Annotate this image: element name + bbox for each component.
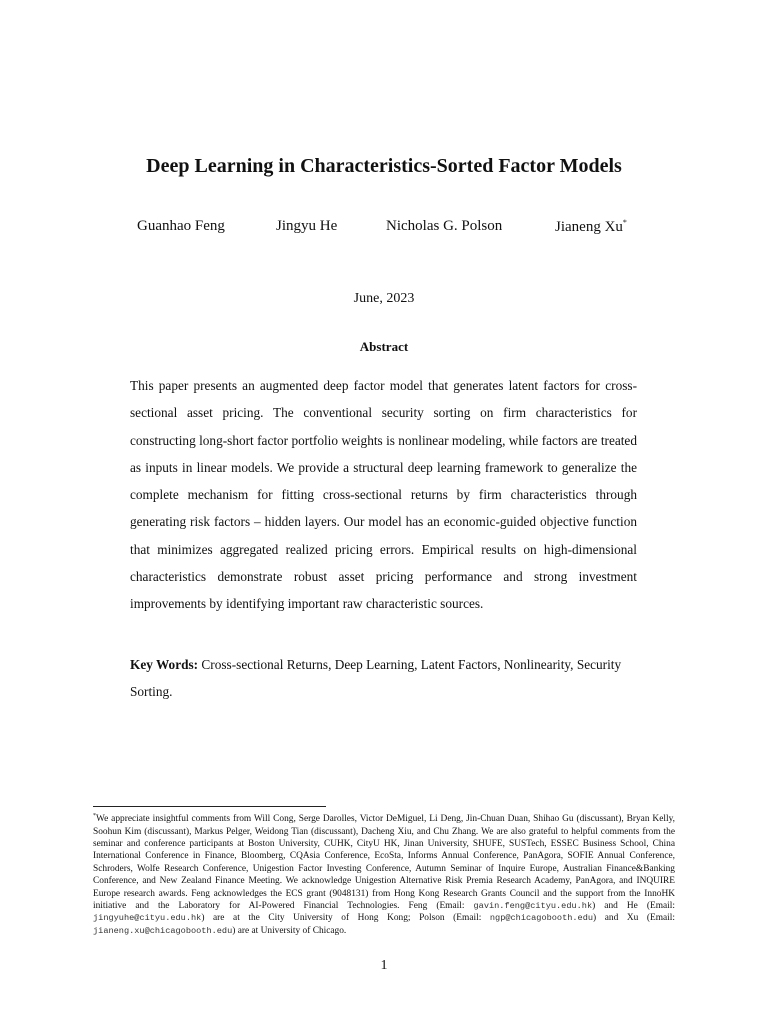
keywords-label: Key Words: bbox=[130, 657, 199, 672]
footnote-text: ) are at University of Chicago. bbox=[232, 925, 347, 936]
abstract-text: This paper presents an augmented deep factor model that generates latent factors for cross-sectional asset pricing. The conventional security sorting on firm characteristics for constructing long-short factor portfolio weights is nonlinear modeling, while factors are treated as inputs in linear models. We provide a structural deep learning framework to generalize the complete mechanism for fitting cross-sectional returns by firm characteristics through generating risk factors – hidden layers. Our model has an economic-guided objective function that minimizes aggregated realized pricing errors. Empirical results on high-dimensional characteristics demonstrate robust asset pricing performance and strong investment improvements by identifying important raw characteristic sources. bbox=[130, 378, 637, 612]
footnote-text: We appreciate insightful comments from Will Cong, Serge Darolles, Victor DeMiguel, Li Deng, Jin-Chuan Duan, Shihao Gu (discussant), Bryan Kelly, Soohun Kim (discussant), Markus Pelger, Weidong Tian (discussant), Dacheng Xiu, and Chu Zhang. We are also grateful to helpful comments from the seminar and conference participants at Boston University, CUHK, CityU HK, Jinan University, SHUFE, SUSTech, ESSEC Business School, China International Conference in Finance, Bloomberg, CQAsia Conference, EcoSta, Informs Annual Conference, PanAgora, SOFIE Annual Conference, Schroders, Wolfe Research Conference, Unigestion Factor Investing Conference, Autumn Seminar of Inquire Europe, Australian Finance&Banking Conference, and New Zealand Finance Meeting. We acknowledge Unigestion Alternative Risk Premia Research Academy, PanAgora, and INQUIRE Europe research awards. Feng acknowledges the ECS grant (9048131) from Hong Kong Research Grants Council and the support from the InnoHK initiative and the Laboratory for AI-Powered Financial Technologies. Feng (Email: bbox=[93, 814, 675, 911]
footnote-text: ) and Xu (Email: bbox=[593, 913, 675, 924]
footnote-marker: * bbox=[622, 218, 627, 227]
email-link[interactable]: ngp@chicagobooth.edu bbox=[489, 913, 594, 924]
page-number: 1 bbox=[380, 958, 388, 973]
footnote bbox=[93, 810, 675, 937]
abstract-heading: Abstract bbox=[359, 339, 409, 354]
keywords-paragraph bbox=[130, 651, 637, 706]
footnote-rule bbox=[93, 806, 326, 807]
author-name-text: Jingyu He bbox=[276, 218, 338, 234]
footnote-text: ) and He (Email: bbox=[592, 900, 675, 911]
author-name-text: Guanhao Feng bbox=[137, 218, 225, 234]
author-name-text: Jianeng Xu bbox=[555, 219, 623, 235]
keywords-text: Cross-sectional Returns, Deep Learning, Latent Factors, Nonlinearity, Security Sorting. bbox=[130, 657, 622, 700]
author-list bbox=[0, 218, 768, 242]
author-name-text: Nicholas G. Polson bbox=[386, 218, 503, 234]
paper-title: Deep Learning in Characteristics-Sorted Factor Models bbox=[146, 155, 622, 177]
footnote-marker: * bbox=[93, 813, 96, 819]
author-name bbox=[386, 218, 502, 235]
email-link[interactable]: gavin.feng@cityu.edu.hk bbox=[473, 900, 593, 911]
footnote-text: ) are at the City University of Hong Kong; Polson (Email: bbox=[201, 913, 490, 924]
email-link[interactable]: jingyuhe@cityu.edu.hk bbox=[93, 913, 202, 924]
author-name bbox=[555, 218, 627, 236]
email-link[interactable]: jianeng.xu@chicagobooth.edu bbox=[93, 925, 233, 936]
publication-date: June, 2023 bbox=[353, 291, 415, 306]
author-name bbox=[276, 218, 337, 235]
author-name bbox=[137, 218, 225, 235]
